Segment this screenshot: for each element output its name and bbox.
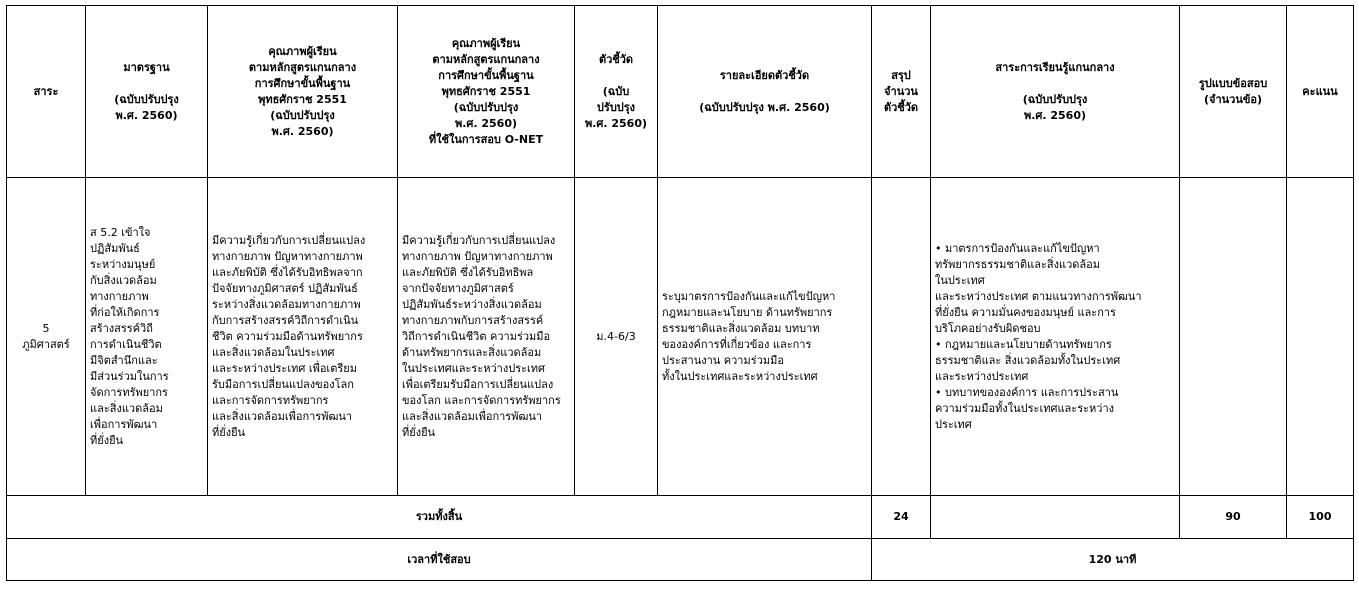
text-line: ตามหลักสูตรแกนกลาง [248,60,357,74]
text-line: และระหว่างประเทศ เพื่อเตรียม [212,361,357,375]
time-value: 120 นาที [872,539,1354,581]
header-indicator [575,6,658,178]
text-line: มีจิตสำนึกและ [90,353,158,367]
text-line: • กฎหมายและนโยบายด้านทรัพยากร [935,337,1112,351]
text-line: (ฉบับปรับปรุง [114,92,179,106]
text-line: (ฉบับปรับปรุง พ.ศ. 2560) [699,100,830,114]
text-line: เพื่อการพัฒนา [90,417,158,431]
text-line: และสิ่งแวดล้อม [90,401,163,415]
text-line: ธรรมชาติและสิ่งแวดล้อม บทบาท [662,321,820,335]
cell-learner-quality-onet [398,178,575,496]
text-line: สาระ [33,84,59,98]
text-line: และสิ่งแวดล้อมในประเทศ [212,345,335,359]
text-line: ปฏิสัมพันธ์ระหว่างสิ่งแวดล้อม [402,297,542,311]
header-standard [86,6,208,178]
header-learner-quality-onet [398,6,575,178]
text-line: และภัยพิบัติ ซึ่งได้รับอิทธิพลจาก [212,265,363,279]
text-line: ระหว่างมนุษย์ [90,257,156,271]
text-line: จัดการทรัพยากร [90,385,168,399]
text-line: พุทธศักราช 2551 [258,92,347,106]
text-line [935,76,1175,92]
text-line: ทั้งในประเทศและระหว่างประเทศ [662,369,818,383]
text-line: ทรัพยากรธรรมชาติและสิ่งแวดล้อม [935,257,1100,271]
text-line: มีความรู้เกี่ยวกับการเปลี่ยนแปลง [402,233,556,247]
text-line: ขององค์การที่เกี่ยวข้อง และการ [662,337,812,351]
text-line: ที่ก่อให้เกิดการ [90,305,160,319]
text-line: ที่ใช้ในการสอบ O-NET [428,132,544,146]
text-line: ประสานงาน ความร่วมมือ [662,353,784,367]
text-line [662,84,867,100]
text-line: ระบุมาตรการป้องกันและแก้ไขปัญหา [662,289,836,303]
text-line: ในประเทศ [935,273,985,287]
text-line: ชีวิต ความร่วมมือด้านทรัพยากร [212,329,363,343]
text-line: (ฉบับปรับปรุง [453,100,519,114]
text-line: คุณภาพผู้เรียน [451,36,521,50]
text-line: ทางกายภาพ ปัญหาทางกายภาพ [212,249,363,263]
text-line: การดำเนินชีวิต [90,337,162,351]
table-row [7,178,1354,496]
time-label: เวลาที่ใช้สอบ [7,539,872,581]
header-learner-quality [208,6,398,178]
text-line: ของโลก และการจัดการทรัพยากร [402,393,561,407]
text-line: ในประเทศและระหว่างประเทศ [402,361,546,375]
text-line: ที่ยั่งยืน [402,425,436,439]
header-strand [7,6,86,178]
text-line: กฎหมายและนโยบาย ด้านทรัพยากร [662,305,833,319]
total-indicator-count: 24 [872,496,931,539]
header-test-format [1180,6,1287,178]
time-row [7,539,1354,581]
text-line: 5 [42,321,50,335]
text-line: ที่ยั่งยืน [90,433,124,447]
text-line: และภัยพิบัติ ซึ่งได้รับอิทธิพล [402,265,534,279]
text-line: คุณภาพผู้เรียน [268,44,337,58]
text-line: บริโภคอย่างรับผิดชอบ [935,321,1041,335]
header-indicator-detail [658,6,872,178]
text-line: รายละเอียดตัวชี้วัด [719,68,810,82]
cell-test-format [1180,178,1287,496]
text-line [90,76,203,92]
text-line: เพื่อเตรียมรับมือการเปลี่ยนแปลง [402,377,554,391]
text-line: มีส่วนร่วมในการ [90,369,169,383]
text-line: ทางกายภาพ [90,289,149,303]
text-line: (ฉบับ [602,84,630,98]
text-line: ปรับปรุง [596,100,636,114]
text-line: จำนวน [884,84,918,98]
text-line: พ.ศ. 2560) [1023,108,1087,122]
text-line: มาตรฐาน [123,60,170,74]
text-line: การศึกษาขั้นพื้นฐาน [438,68,534,82]
text-line: วิถีการดำเนินชีวิต ความร่วมมือ [402,329,551,343]
text-line: สร้างสรรค์วิถี [90,321,153,335]
text-line: ที่ยั่งยืน [212,425,246,439]
cell-learner-quality [208,178,398,496]
text-line: การศึกษาขั้นพื้นฐาน [254,76,351,90]
text-line: กับสิ่งแวดล้อม [90,273,157,287]
text-line: และระหว่างประเทศ [935,369,1029,383]
text-line: ที่ยั่งยืน ความมั่นคงของมนุษย์ และการ [935,305,1116,319]
text-line: ประเทศ [935,417,972,431]
text-line: • มาตรการป้องกันและแก้ไขปัญหา [935,241,1100,255]
cell-indicator [575,178,658,496]
text-line: ตัวชี้วัด [883,100,919,114]
text-line: และสิ่งแวดล้อมเพื่อการพัฒนา [212,409,353,423]
cell-strand [7,178,86,496]
text-line: และการจัดการทรัพยากร [212,393,329,407]
header-score [1287,6,1354,178]
cell-score [1287,178,1354,496]
header-row [7,6,1354,178]
text-line: (ฉบับปรับปรุง [1022,92,1088,106]
header-indicator-count [872,6,931,178]
text-line: รับมือการเปลี่ยนแปลงของโลก [212,377,354,391]
cell-core-content [931,178,1180,496]
text-line: พ.ศ. 2560) [454,116,518,130]
total-test-items: 90 [1180,496,1287,539]
text-line: ปฏิสัมพันธ์ [90,241,140,255]
header-core-content [931,6,1180,178]
cell-indicator-detail [658,178,872,496]
text-line: พ.ศ. 2560) [584,116,648,130]
text-line: (จำนวนข้อ) [1203,92,1263,106]
text-line: ธรรมชาติและ สิ่งแวดล้อมทั้งในประเทศ [935,353,1121,367]
total-core-content-empty [931,496,1180,539]
text-line: ทางกายภาพ ปัญหาทางกายภาพ [402,249,553,263]
cell-indicator-count [872,178,931,496]
text-line: ภูมิศาสตร์ [22,337,70,351]
text-line: ตามหลักสูตรแกนกลาง [432,52,540,66]
text-line: (ฉบับปรับปรุง [270,108,335,122]
text-line: ปัจจัยทางภูมิศาสตร์ ปฏิสัมพันธ์ [212,281,358,295]
text-line: • บทบาทขององค์การ และการประสาน [935,385,1119,399]
text-line: ทางกายภาพกับการสร้างสรรค์ [402,313,544,327]
text-line: ม.4-6/3 [596,329,636,343]
exam-blueprint-table [6,5,1354,581]
text-line: รูปแบบข้อสอบ [1198,76,1268,90]
text-line: คะแนน [1302,84,1338,98]
text-line: พ.ศ. 2560) [115,108,178,122]
text-line: และสิ่งแวดล้อมเพื่อการพัฒนา [402,409,543,423]
text-line: ความร่วมมือทั้งในประเทศและระหว่าง [935,401,1114,415]
text-line: กับการสร้างสรรค์วิถีการดำเนิน [212,313,359,327]
total-score: 100 [1287,496,1354,539]
text-line: พ.ศ. 2560) [271,124,334,138]
text-line: จากปัจจัยทางภูมิศาสตร์ [402,281,514,295]
text-line [579,68,653,84]
total-row [7,496,1354,539]
text-line: ด้านทรัพยากรและสิ่งแวดล้อม [402,345,542,359]
text-line: พุทธศักราช 2551 [441,84,531,98]
total-label: รวมทั้งสิ้น [7,496,872,539]
cell-standard [86,178,208,496]
text-line: และระหว่างประเทศ ตามแนวทางการพัฒนา [935,289,1142,303]
text-line: ตัวชี้วัด [598,52,634,66]
text-line: มีความรู้เกี่ยวกับการเปลี่ยนแปลง [212,233,366,247]
text-line: ระหว่างสิ่งแวดล้อมทางกายภาพ [212,297,361,311]
text-line: สาระการเรียนรู้แกนกลาง [995,60,1115,74]
text-line: ส 5.2 เข้าใจ [90,225,151,239]
text-line: สรุป [891,68,911,82]
